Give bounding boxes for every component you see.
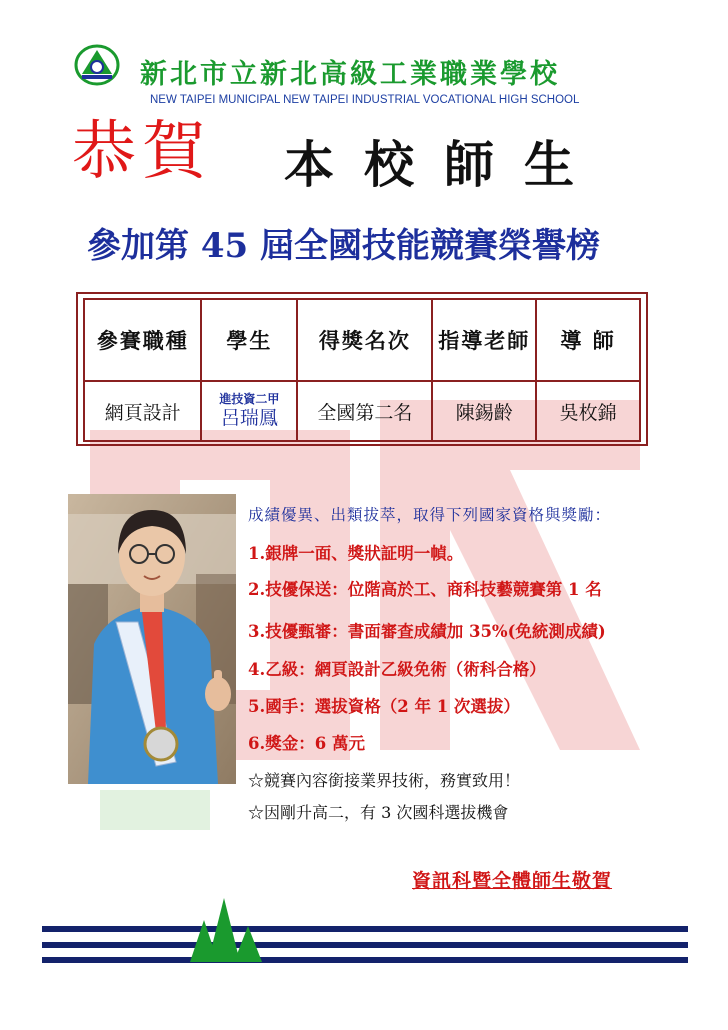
mountain-trees-icon bbox=[190, 898, 270, 962]
achievement-item: 2.技優保送：位階高於工、商科技藝競賽第 1 名 bbox=[248, 580, 602, 599]
achievements-intro: 成績優異、出類拔萃，取得下列國家資格與獎勵： bbox=[248, 506, 612, 524]
student-photo bbox=[68, 494, 236, 784]
cell-student bbox=[201, 381, 297, 441]
header-rank: 得獎名次 bbox=[297, 299, 432, 381]
header-instructor: 指導老師 bbox=[432, 299, 536, 381]
achievement-item: 4.乙級：網頁設計乙級免術（術科合格） bbox=[248, 660, 546, 679]
cell-homeroom: 吳枚錦 bbox=[536, 381, 640, 441]
school-name-en: NEW TAIPEI MUNICIPAL NEW TAIPEI INDUSTRIAL VOCATIONAL HIGH SCHOOL bbox=[150, 94, 580, 106]
award-table-frame bbox=[76, 292, 648, 446]
student-class: 進技資二甲 bbox=[219, 392, 280, 407]
student-name: 呂瑞鳳 bbox=[220, 406, 278, 429]
achievement-item: 3.技優甄審：書面審查成績加 35%(免統測成績) bbox=[248, 622, 606, 641]
event-title: 參加第 45 屆全國技能競賽榮譽榜 bbox=[87, 226, 600, 266]
subject-heading: 本校師生 bbox=[284, 135, 604, 194]
congrats-heading: 恭賀 bbox=[72, 115, 212, 189]
header-student: 學生 bbox=[201, 299, 297, 381]
table-row bbox=[84, 381, 640, 441]
school-emblem-icon bbox=[74, 44, 120, 86]
footer-stripe bbox=[42, 926, 688, 932]
cell-trade: 網頁設計 bbox=[84, 381, 201, 441]
header-homeroom: 導 師 bbox=[536, 299, 640, 381]
achievement-item: 1.銀牌一面、獎狀証明一幀。 bbox=[248, 544, 464, 563]
achievement-note: ☆競賽內容銜接業界技術，務實致用！ bbox=[248, 771, 521, 790]
achievement-item: 6.獎金：6 萬元 bbox=[248, 734, 365, 753]
table-header-row bbox=[84, 299, 640, 381]
cell-rank: 全國第二名 bbox=[297, 381, 432, 441]
header-trade: 參賽職種 bbox=[84, 299, 201, 381]
achievement-item: 5.國手：選拔資格（2 年 1 次選拔） bbox=[248, 697, 520, 716]
cell-instructor: 陳錫齡 bbox=[432, 381, 536, 441]
footer-stripe bbox=[42, 942, 688, 948]
signature-line: 資訊科暨全體師生敬賀 bbox=[412, 870, 613, 892]
school-name-zh: 新北市立新北高級工業職業學校 bbox=[140, 59, 560, 90]
achievement-note: ☆因剛升高二，有 3 次國科選拔機會 bbox=[248, 803, 509, 822]
footer-stripe bbox=[42, 957, 688, 963]
award-table bbox=[83, 298, 641, 442]
